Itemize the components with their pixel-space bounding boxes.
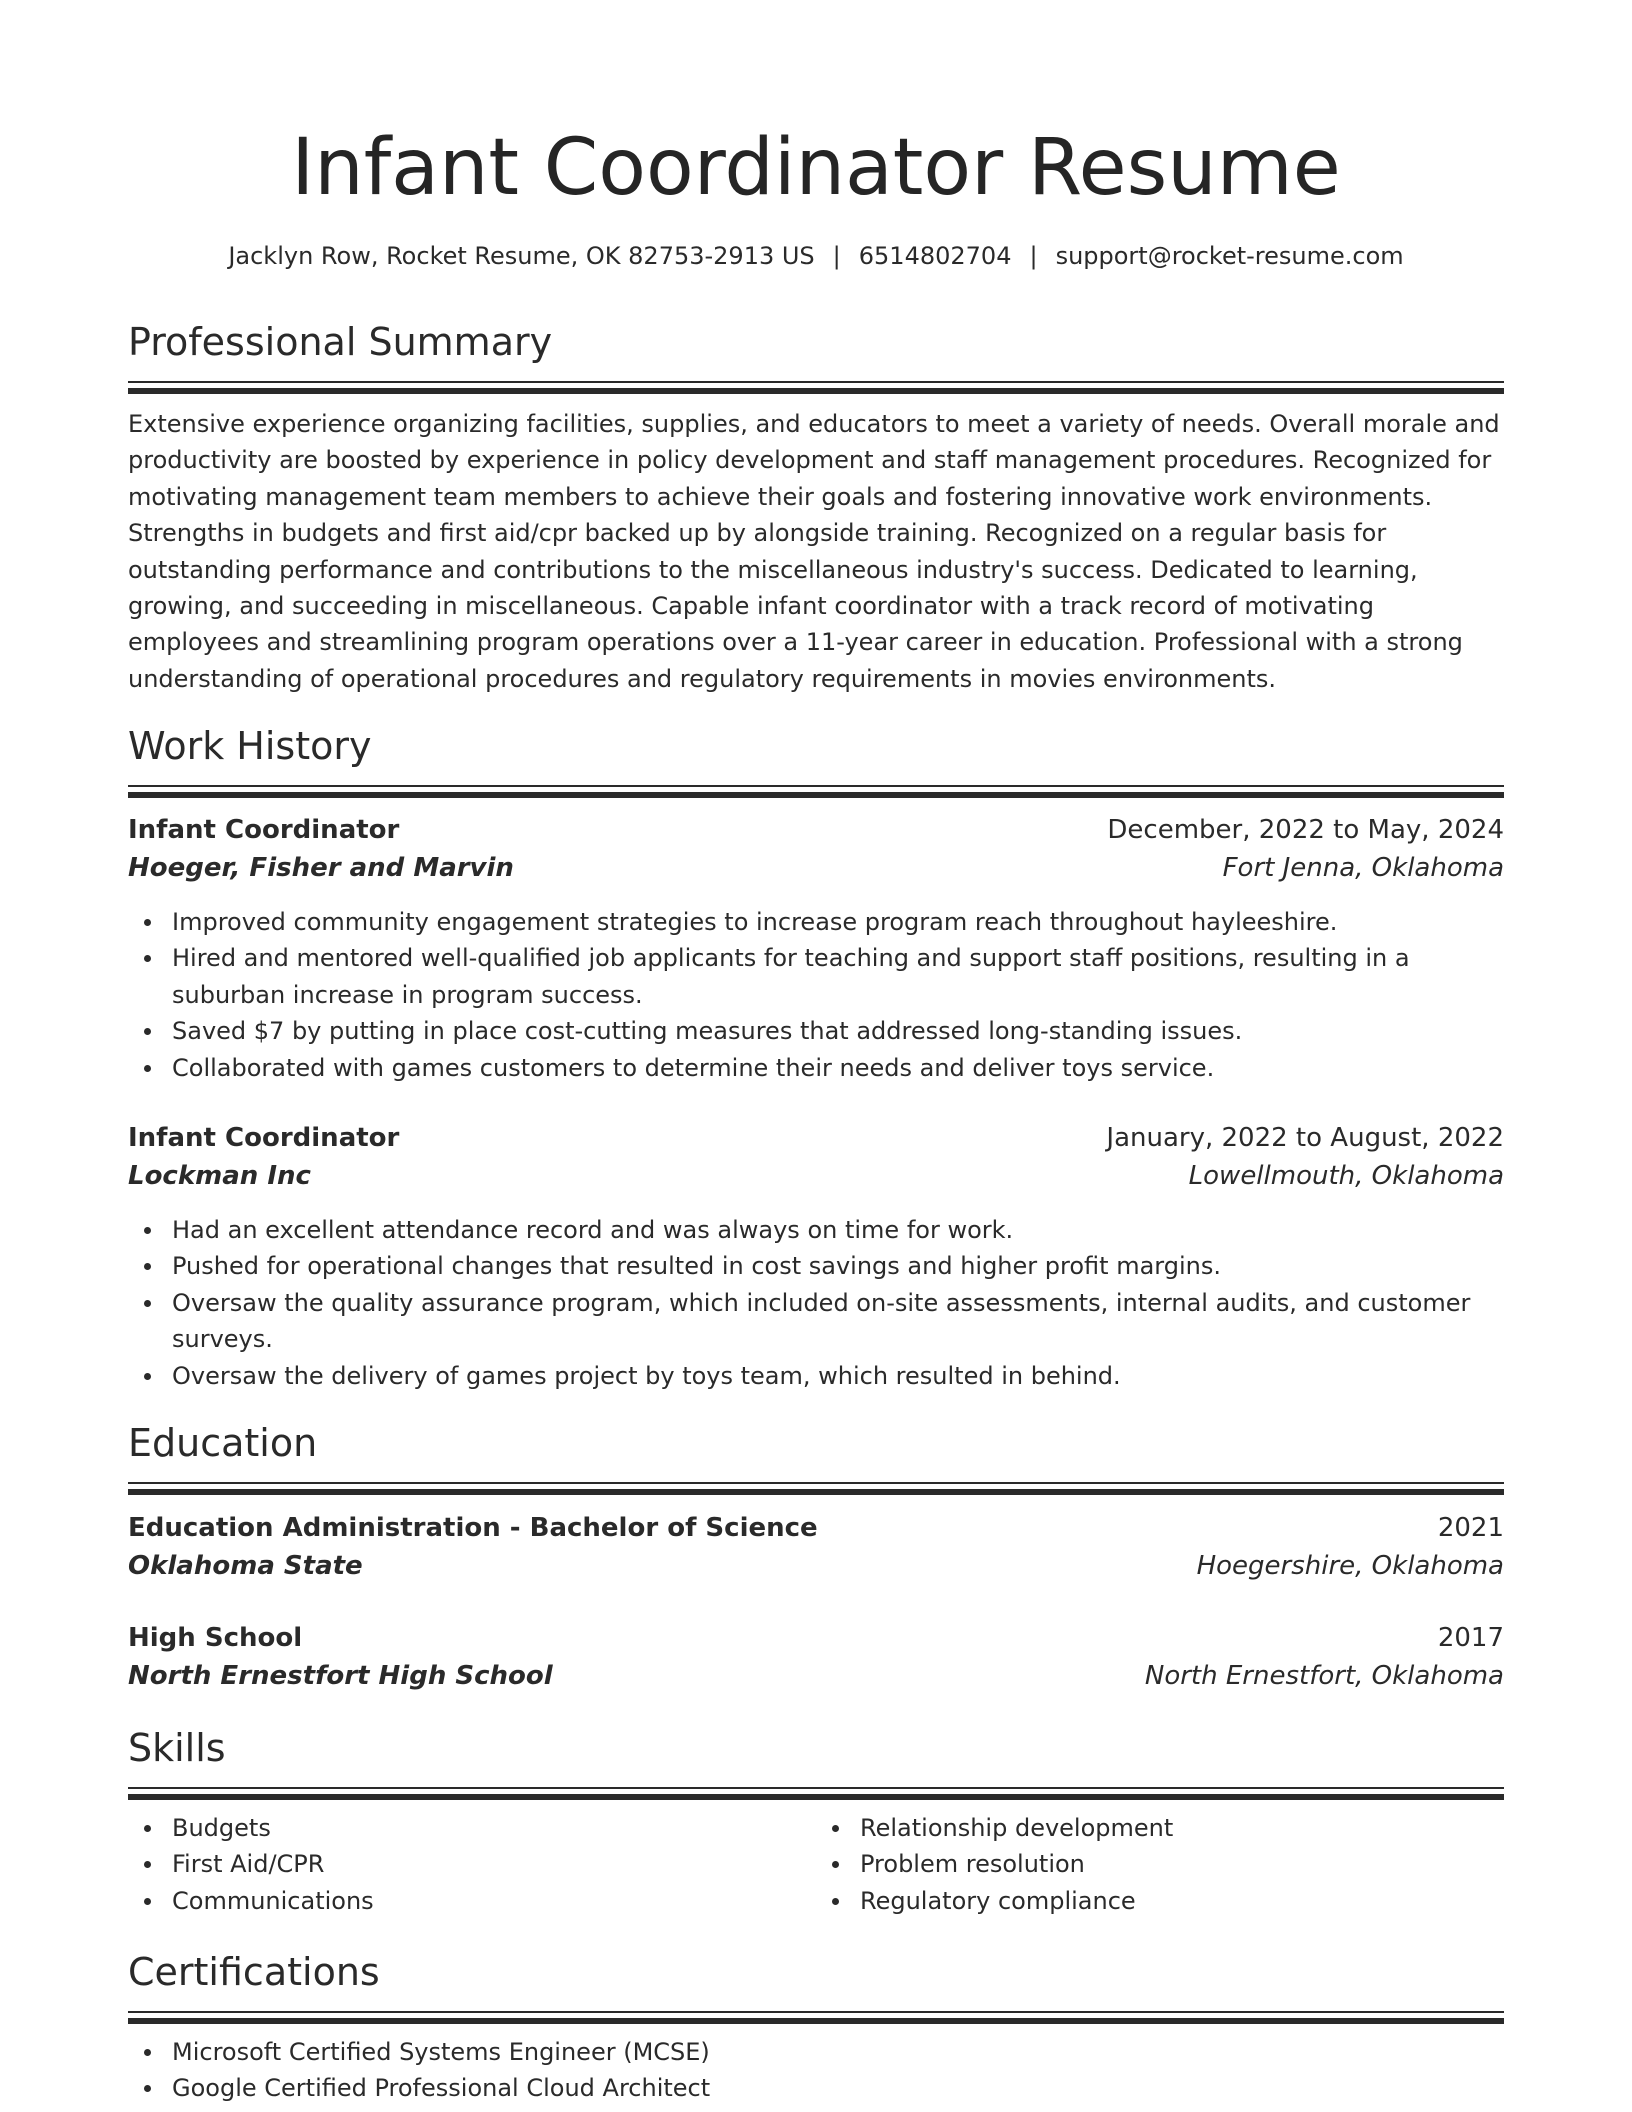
- section-heading-summary: Professional Summary: [128, 320, 553, 364]
- job-entry: [128, 811, 1504, 887]
- education-entry: [128, 1509, 1504, 1585]
- education-subheader-row: [128, 1657, 1504, 1695]
- contact-email: support@rocket-resume.com: [1055, 242, 1404, 270]
- job-company: Hoeger, Fisher and Marvin: [128, 853, 514, 883]
- list-item: Microsoft Certified Systems Engineer (MCSE): [172, 2034, 1504, 2070]
- education-location: Hoegershire, Oklahoma: [1196, 1551, 1504, 1581]
- education-subheader-row: [128, 1547, 1504, 1585]
- list-item: Budgets: [172, 1810, 816, 1846]
- page-title: Infant Coordinator Resume: [291, 123, 1341, 213]
- job-bullets: [128, 904, 1504, 1086]
- job-title: Infant Coordinator: [128, 815, 400, 845]
- job-company: Lockman Inc: [128, 1161, 311, 1191]
- certifications-list: [128, 2034, 1504, 2107]
- job-entry: [128, 1119, 1504, 1195]
- education-header-row: [128, 1509, 1504, 1547]
- list-item: First Aid/CPR: [172, 1846, 816, 1882]
- job-bullets: [128, 1212, 1504, 1394]
- education-year: 2021: [1437, 1513, 1504, 1543]
- contact-phone: 6514802704: [858, 242, 1012, 270]
- section-divider: [128, 381, 1504, 395]
- list-item: Pushed for operational changes that resulted in cost savings and higher profit margins.: [172, 1248, 1504, 1284]
- section-divider: [128, 2011, 1504, 2025]
- education-school: Oklahoma State: [128, 1551, 363, 1581]
- contact-line: [128, 236, 1504, 276]
- list-item: Collaborated with games customers to determine their needs and deliver toys service.: [172, 1050, 1504, 1086]
- education-entry: [128, 1619, 1504, 1695]
- list-item: Hired and mentored well-qualified job applicants for teaching and support staff positions, resulting in a suburban increase in program success.: [172, 940, 1504, 1013]
- contact-separator: |: [1029, 242, 1038, 270]
- job-title: Infant Coordinator: [128, 1123, 400, 1153]
- list-item: Saved $7 by putting in place cost-cutting measures that addressed long-standing issues.: [172, 1013, 1504, 1049]
- work-history-section: [128, 721, 1504, 799]
- job-dates: January, 2022 to August, 2022: [1106, 1123, 1504, 1153]
- job-header-row: [128, 811, 1504, 849]
- education-school: North Ernestfort High School: [128, 1661, 553, 1691]
- skills-list: [128, 1810, 1504, 1919]
- section-heading-work: Work History: [128, 724, 372, 768]
- section-heading-certifications: Certifications: [128, 1950, 380, 1994]
- job-subheader-row: [128, 849, 1504, 887]
- job-header-row: [128, 1119, 1504, 1157]
- summary-text: Extensive experience organizing facilities, supplies, and educators to meet a variety of needs. Overall morale and productivity are boosted by experience in policy development and staff management procedures. Recognized for motivating management team members to achieve their goals and fostering innovative work environments. Strengths in budgets and first aid/cpr backed up by alongside training. Recognized on a regular basis for outstanding performance and contributions to the miscellaneous industry's success. Dedicated to learning, growing, and succeeding in miscellaneous. Capable infant coordinator with a track record of motivating employees and streamlining program operations over a 11-year career in education. Professional with a strong understanding of operational procedures and regulatory requirements in movies environments.: [128, 410, 1500, 693]
- skills-column-left: [128, 1810, 816, 1919]
- job-dates: December, 2022 to May, 2024: [1107, 815, 1504, 845]
- list-item: Oversaw the quality assurance program, which included on-site assessments, internal audits, and customer surveys.: [172, 1285, 1504, 1358]
- list-item: Had an excellent attendance record and was always on time for work.: [172, 1212, 1504, 1248]
- education-header-row: [128, 1619, 1504, 1657]
- education-year: 2017: [1437, 1623, 1504, 1653]
- education-section: [128, 1418, 1504, 1496]
- list-item: Google Certified Professional Cloud Architect: [172, 2070, 1504, 2106]
- skills-column-right: [816, 1810, 1504, 1919]
- section-divider: [128, 1787, 1504, 1801]
- list-item: Problem resolution: [860, 1846, 1504, 1882]
- contact-address: Jacklyn Row, Rocket Resume, OK 82753-2913 US: [228, 242, 815, 270]
- list-item: Communications: [172, 1883, 816, 1919]
- education-location: North Ernestfort, Oklahoma: [1144, 1661, 1504, 1691]
- list-item: Oversaw the delivery of games project by toys team, which resulted in behind.: [172, 1358, 1504, 1394]
- list-item: Improved community engagement strategies to increase program reach throughout hayleeshire.: [172, 904, 1504, 940]
- job-subheader-row: [128, 1157, 1504, 1195]
- job-location: Lowellmouth, Oklahoma: [1188, 1161, 1504, 1191]
- job-location: Fort Jenna, Oklahoma: [1222, 853, 1504, 883]
- section-heading-skills: Skills: [128, 1726, 226, 1770]
- education-degree: Education Administration - Bachelor of Science: [128, 1513, 818, 1543]
- education-degree: High School: [128, 1623, 303, 1653]
- certifications-section: [128, 1947, 1504, 2025]
- contact-separator: |: [832, 242, 841, 270]
- summary-section: [128, 317, 1504, 395]
- skills-section: [128, 1723, 1504, 1801]
- section-divider: [128, 1482, 1504, 1496]
- list-item: Relationship development: [860, 1810, 1504, 1846]
- section-heading-education: Education: [128, 1421, 318, 1465]
- list-item: Regulatory compliance: [860, 1883, 1504, 1919]
- section-divider: [128, 785, 1504, 799]
